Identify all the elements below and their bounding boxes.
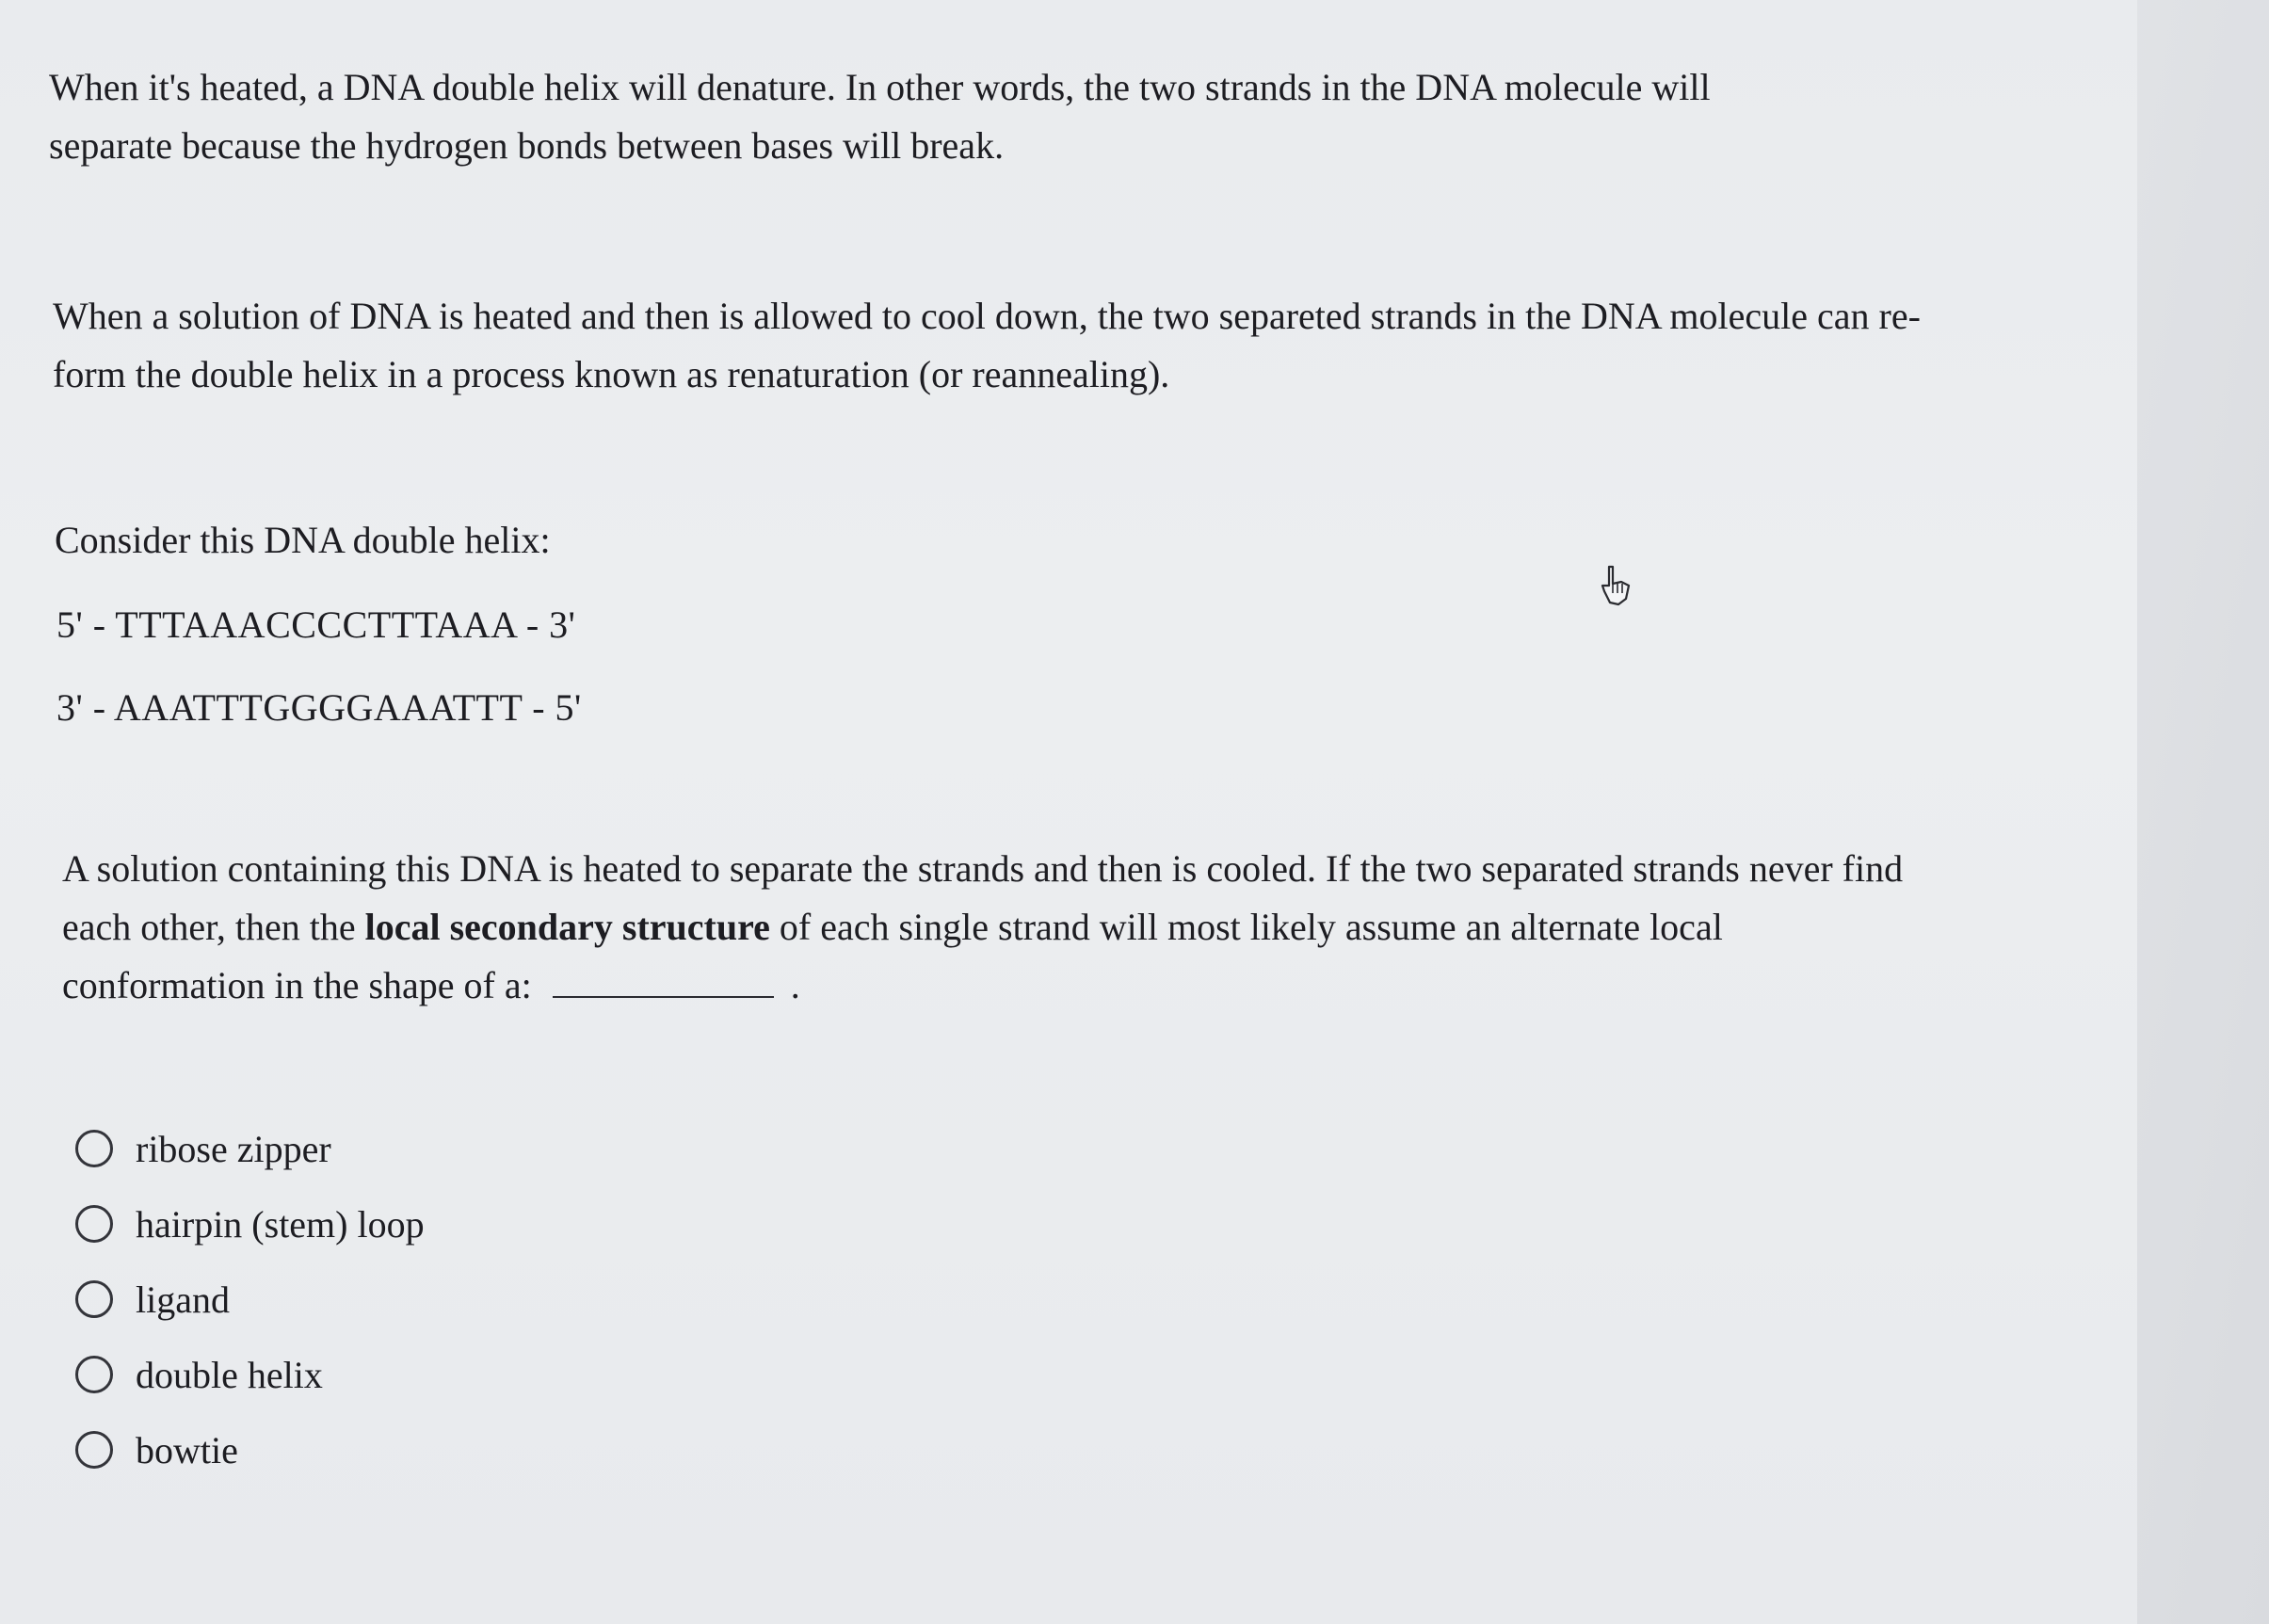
- radio-button[interactable]: [75, 1356, 113, 1393]
- option-label: ribose zipper: [136, 1127, 331, 1170]
- question-line-3: conformation in the shape of a:: [62, 964, 532, 1006]
- question-paragraph: [62, 840, 1903, 1015]
- consider-label: Consider this DNA double helix:: [55, 519, 551, 561]
- option-label: double helix: [136, 1353, 323, 1396]
- option-ribose-zipper[interactable]: [75, 1111, 425, 1186]
- question-line-2-post: of each single strand will most likely assume an alternate local: [769, 906, 1723, 948]
- renaturation-line-2: form the double helix in a process known as renaturation (or reannealing).: [53, 353, 1170, 395]
- radio-button[interactable]: [75, 1431, 113, 1469]
- option-label: hairpin (stem) loop: [136, 1202, 425, 1246]
- option-label: bowtie: [136, 1428, 238, 1471]
- intro-line-2: separate because the hydrogen bonds between bases will break.: [49, 124, 1005, 167]
- option-double-helix[interactable]: [75, 1337, 425, 1412]
- renaturation-paragraph: [53, 287, 1921, 404]
- intro-line-1: When it's heated, a DNA double helix will denature. In other words, the two strands in the DNA molecule will: [49, 66, 1711, 108]
- question-line-1: A solution containing this DNA is heated to separate the strands and then is cooled. If the two separated strands never find: [62, 847, 1904, 890]
- pointer-cursor-icon: [1601, 565, 1633, 606]
- radio-button[interactable]: [75, 1130, 113, 1167]
- option-label: ligand: [136, 1278, 230, 1321]
- question-bold-term: local secondary structure: [364, 906, 770, 948]
- question-line-3-period: .: [790, 964, 800, 1006]
- question-line-2-pre: each other, then the: [62, 906, 365, 948]
- answer-options: [75, 1111, 425, 1487]
- strand-top: 5' - TTTAAACCCCTTTAAA - 3': [56, 603, 576, 646]
- renaturation-line-1: When a solution of DNA is heated and then is allowed to cool down, the two separeted strands in the DNA molecule can re-: [53, 295, 1921, 337]
- intro-paragraph: [49, 58, 1711, 175]
- answer-blank: [553, 968, 774, 998]
- radio-button[interactable]: [75, 1280, 113, 1318]
- option-ligand[interactable]: [75, 1262, 425, 1337]
- option-bowtie[interactable]: [75, 1412, 425, 1487]
- option-hairpin-stem-loop[interactable]: [75, 1186, 425, 1262]
- strand-bottom: 3' - AAATTTGGGGAAATTT - 5': [56, 686, 582, 729]
- radio-button[interactable]: [75, 1205, 113, 1243]
